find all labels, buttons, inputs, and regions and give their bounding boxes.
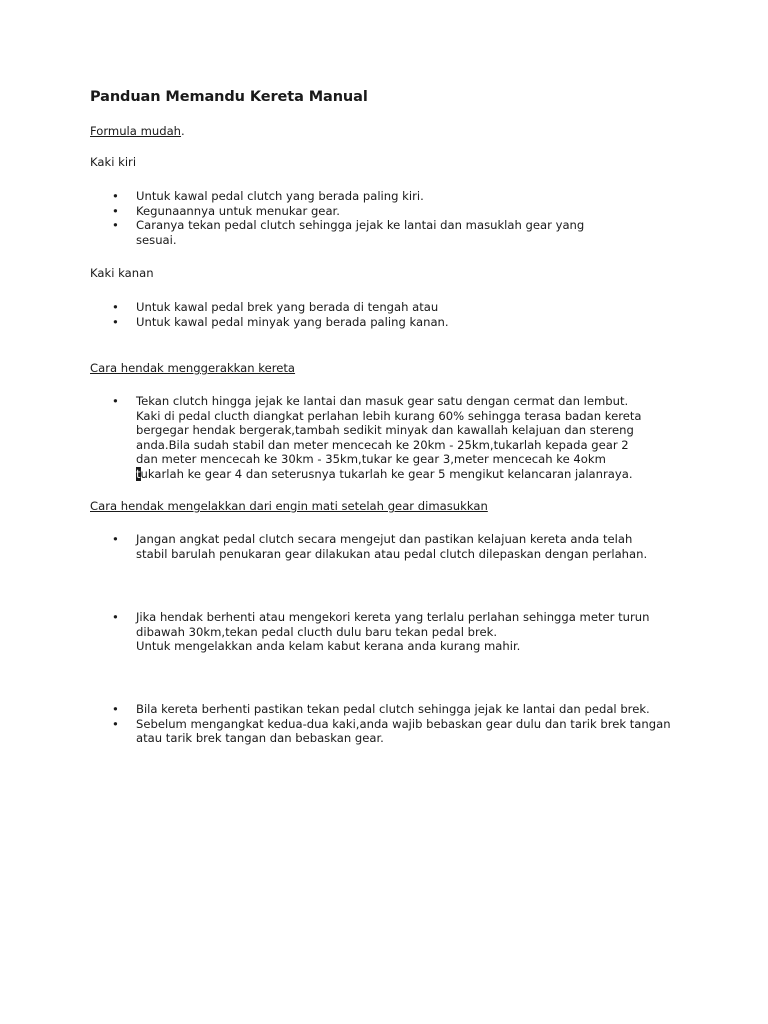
list-item <box>0 300 449 315</box>
section-heading-engin-mati: Cara hendak mengelakkan dari engin mati setelah gear dimasukkan <box>90 499 488 513</box>
list-item-line: Kegunaannya untuk menukar gear. <box>136 203 340 218</box>
kaki-kanan-heading: Kaki kanan <box>90 266 154 280</box>
list-item <box>0 315 449 330</box>
bullet: • <box>112 532 119 546</box>
list-item-line: Untuk kawal pedal clutch yang berada paling kiri. <box>136 189 424 203</box>
bullet: • <box>112 218 119 233</box>
list-item-line: dan meter mencecah ke 30km - 35km,tukar ke gear 3,meter mencecah ke 4okm <box>136 452 606 467</box>
list-item <box>0 218 584 247</box>
list-item-line: Caranya tekan pedal clutch sehingga jejak ke lantai dan masuklah gear yang <box>136 218 585 233</box>
bullet: • <box>112 610 119 624</box>
list-item-line: bergegar hendak bergerak,tambah sedikit minyak dan kawallah kelajuan dan stereng <box>136 423 634 438</box>
list-item <box>0 204 584 219</box>
section-heading-gerak: Cara hendak menggerakkan kereta <box>90 361 296 375</box>
formula-label: Formula mudah <box>90 124 182 138</box>
list-item-line: Kaki di pedal clucth diangkat perlahan lebih kurang 60% sehingga terasa badan kereta <box>136 408 642 423</box>
section-engin-list-b <box>0 610 649 654</box>
kaki-kiri-list <box>0 189 584 247</box>
list-item-line: Tekan clutch hingga jejak ke lantai dan masuk gear satu dengan cermat dan lembut. <box>136 394 629 408</box>
bullet: • <box>112 189 119 203</box>
list-item <box>0 717 671 746</box>
list-item-line: Bila kereta berhenti pastikan tekan pedal clutch sehingga jejak ke lantai dan pedal brek. <box>136 702 650 716</box>
kaki-kanan-list <box>0 300 449 329</box>
list-item <box>0 394 642 482</box>
list-item <box>0 189 584 204</box>
formula-punct: . <box>181 124 185 138</box>
list-item-line: Untuk kawal pedal brek yang berada di tengah atau <box>136 300 439 314</box>
list-item-line: Jangan angkat pedal clutch secara mengejut dan pastikan kelajuan kereta anda telah <box>136 532 633 546</box>
list-item-line: stabil barulah penukaran gear dilakukan atau pedal clutch dilepaskan dengan perlahan. <box>136 546 648 561</box>
list-item-line: dibawah 30km,tekan pedal clucth dulu baru tekan pedal brek. <box>136 624 498 639</box>
bullet: • <box>112 203 119 218</box>
formula-line <box>90 124 185 139</box>
bullet: • <box>112 394 119 408</box>
list-item-line: Untuk kawal pedal minyak yang berada paling kanan. <box>136 314 449 329</box>
section-gerak-list <box>0 394 642 482</box>
bullet: • <box>112 702 119 716</box>
list-item-line: Untuk mengelakkan anda kelam kabut kerana anda kurang mahir. <box>136 639 521 654</box>
section-engin-list-a <box>0 532 647 561</box>
section-engin-list-c <box>0 702 671 746</box>
list-item-line: sesuai. <box>136 232 177 247</box>
list-item-line: Jika hendak berhenti atau mengekori kereta yang terlalu perlahan sehingga meter turun <box>136 610 650 624</box>
list-item <box>0 532 647 561</box>
bullet: • <box>112 716 119 731</box>
list-item <box>0 702 671 717</box>
list-item <box>0 610 649 654</box>
list-item-line: tukarlah ke gear 4 dan seterusnya tukarlah ke gear 5 mengikut kelancaran jalanraya. <box>136 466 633 481</box>
list-item-line: anda.Bila sudah stabil dan meter mencecah ke 20km - 25km,tukarlah kepada gear 2 <box>136 437 629 452</box>
list-item-line: Sebelum mengangkat kedua-dua kaki,anda wajib bebaskan gear dulu dan tarik brek tangan <box>136 716 671 731</box>
bullet: • <box>112 300 119 314</box>
bullet: • <box>112 314 119 329</box>
list-item-line: atau tarik brek tangan dan bebaskan gear. <box>136 731 384 746</box>
page-title: Panduan Memandu Kereta Manual <box>90 89 368 105</box>
kaki-kiri-heading: Kaki kiri <box>90 155 137 169</box>
text-cursor: t <box>136 466 141 481</box>
